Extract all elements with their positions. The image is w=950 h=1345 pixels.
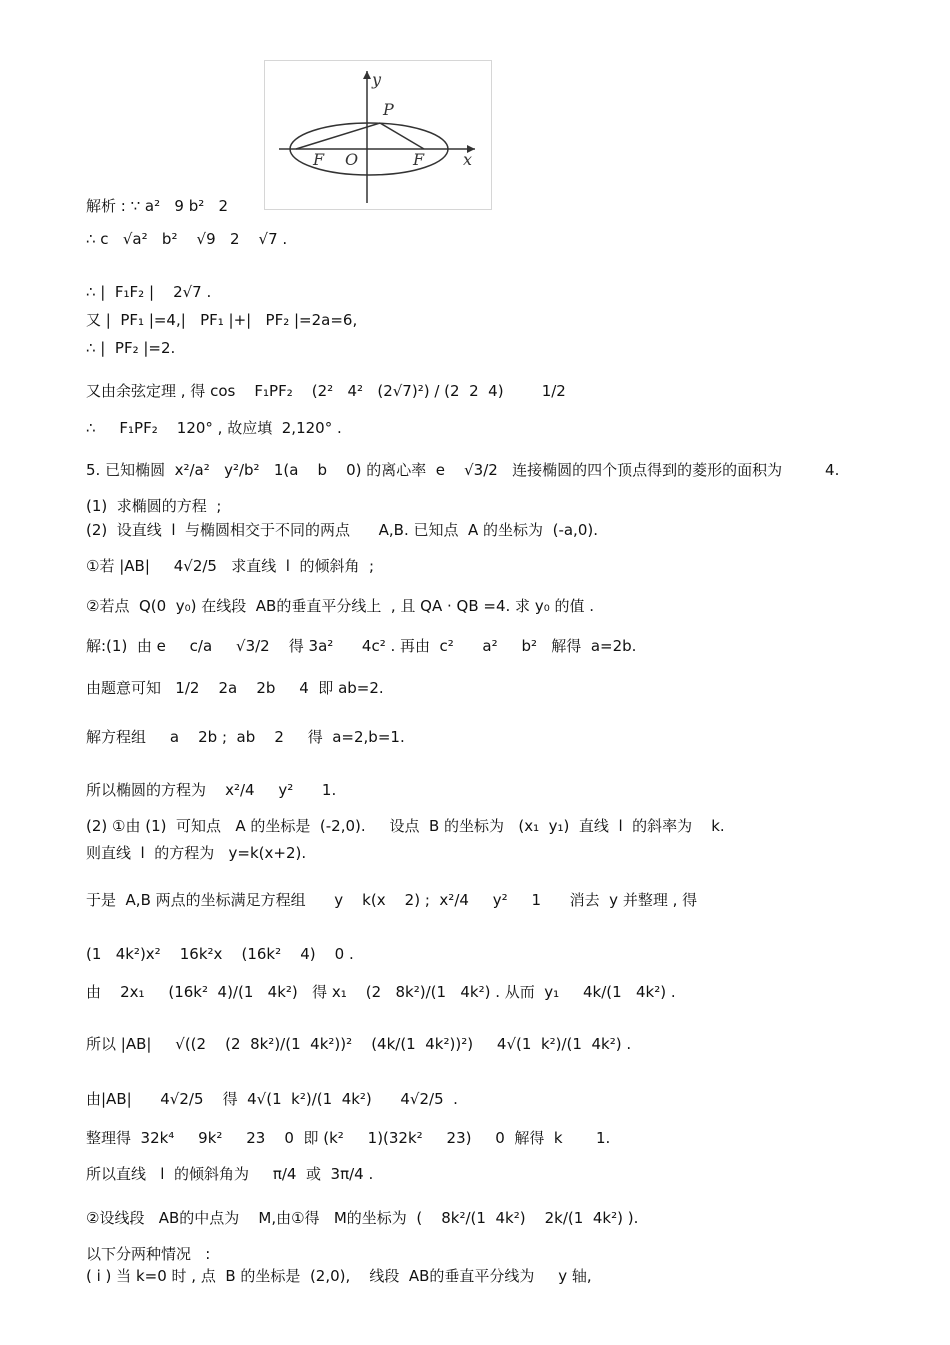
- text-line: (2) 设直线 l 与椭圆相交于不同的两点 A,B. 已知点 A 的坐标为 (-a,0).: [86, 521, 598, 539]
- text-line: 于是 A,B 两点的坐标满足方程组 y k(x 2) ; x²/4 y² 1 消去 y 并整理 , 得: [86, 891, 698, 909]
- point-p-label: P: [383, 100, 394, 119]
- text-line: ②设线段 AB的中点为 M,由①得 M的坐标为 ( 8k²/(1 4k²) 2k/(1 4k²) ).: [86, 1209, 639, 1227]
- text-line: (1 4k²)x² 16k²x (16k² 4) 0 .: [86, 945, 354, 963]
- text-line: ∴ | F₁F₂ | 2√7 .: [86, 283, 212, 301]
- text-line: 由题意可知 1/2 2a 2b 4 即 ab=2.: [86, 679, 384, 697]
- text-line: 由|AB| 4√2/5 得 4√(1 k²)/(1 4k²) 4√2/5 .: [86, 1090, 458, 1108]
- text-line: 解析 : ∵ a² 9 b² 2: [86, 197, 229, 215]
- text-line: (1) 求椭圆的方程 ;: [86, 497, 222, 515]
- text-line: 整理得 32k⁴ 9k² 23 0 即 (k² 1)(32k² 23) 0 解得 k 1.: [86, 1129, 611, 1147]
- origin-label: O: [345, 150, 359, 169]
- y-axis-label: y: [372, 70, 382, 89]
- ellipse-figure: [264, 60, 492, 210]
- text-line: 由 2x₁ (16k² 4)/(1 4k²) 得 x₁ (2 8k²)/(1 4k²) . 从而 y₁ 4k/(1 4k²) .: [86, 983, 676, 1001]
- text-line: 所以 |AB| √((2 (2 8k²)/(1 4k²))² (4k/(1 4k²))²) 4√(1 k²)/(1 4k²) .: [86, 1035, 632, 1053]
- text-line: (2) ①由 (1) 可知点 A 的坐标是 (-2,0). 设点 B 的坐标为 (x₁ y₁) 直线 l 的斜率为 k.: [86, 817, 725, 835]
- text-line: ①若 |AB| 4√2/5 求直线 l 的倾斜角 ;: [86, 557, 375, 575]
- text-line: 以下分两种情况 :: [86, 1245, 211, 1263]
- text-line: ②若点 Q(0 y₀) 在线段 AB的垂直平分线上 , 且 QA · QB =4. 求 y₀ 的值 .: [86, 597, 595, 615]
- text-line: ∴ F₁PF₂ 120° , 故应填 2,120° .: [86, 419, 342, 437]
- text-line: ∴ c √a² b² √9 2 √7 .: [86, 230, 288, 248]
- text-line: 又 | PF₁ |=4,| PF₁ |+| PF₂ |=2a=6,: [86, 311, 358, 329]
- text-line: 则直线 l 的方程为 y=k(x+2).: [86, 844, 307, 862]
- text-line: 解方程组 a 2b ; ab 2 得 a=2,b=1.: [86, 728, 405, 746]
- text-line: ∴ | PF₂ |=2.: [86, 339, 176, 357]
- text-line: ( i ) 当 k=0 时 , 点 B 的坐标是 (2,0), 线段 AB的垂直平分线为 y 轴,: [86, 1267, 592, 1285]
- x-axis-label: x: [463, 150, 473, 169]
- text-line: 所以直线 l 的倾斜角为 π/4 或 3π/4 .: [86, 1165, 374, 1183]
- text-line: 5. 已知椭圆 x²/a² y²/b² 1(a b 0) 的离心率 e √3/2 连接椭圆的四个顶点得到的菱形的面积为 4.: [86, 461, 840, 479]
- text-line: 所以椭圆的方程为 x²/4 y² 1.: [86, 781, 337, 799]
- focus-f1-label: F: [313, 150, 325, 169]
- focus-f2-label: F: [413, 150, 425, 169]
- text-line: 解:(1) 由 e c/a √3/2 得 3a² 4c² . 再由 c² a² b² 解得 a=2b.: [86, 637, 637, 655]
- text-line: 又由余弦定理 , 得 cos F₁PF₂ (2² 4² (2√7)²) / (2 2 4) 1/2: [86, 382, 566, 400]
